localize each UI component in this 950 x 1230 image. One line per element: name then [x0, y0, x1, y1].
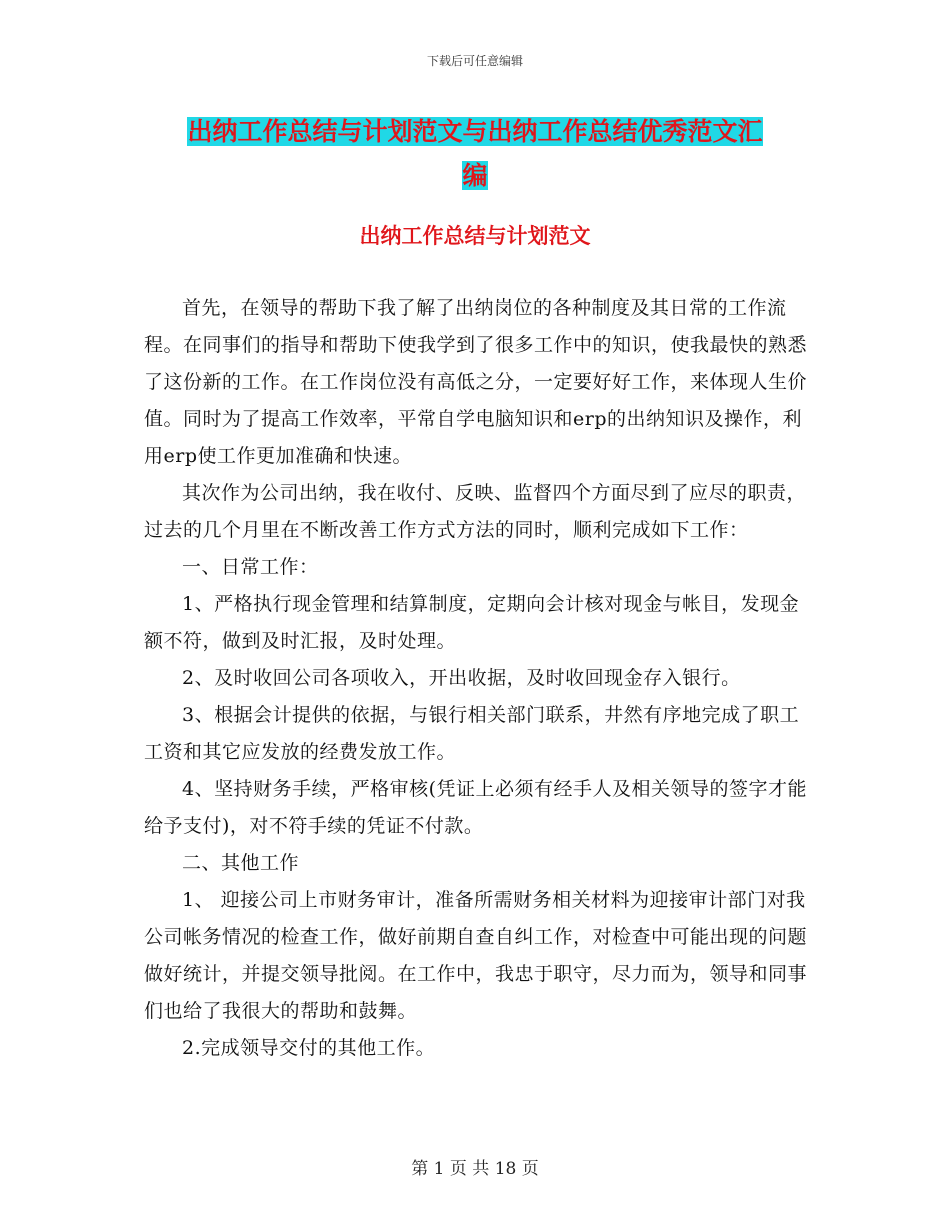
list-item: 1、 迎接公司上市财务审计，准备所需财务相关材料为迎接审计部门对我公司帐务情况的检查工作，做好前期自查自纠工作，对检查中可能出现的问题做好统计，并提交领导批阅。在工作中，我忠于职守，尽力而为，领导和同事们也给了我很大的帮助和鼓舞。 — [144, 889, 808, 1022]
document-title-line1: 出纳工作总结与计划范文与出纳工作总结优秀范文汇 — [187, 117, 763, 146]
list-item: 3、根据会计提供的依据，与银行相关部门联系，井然有序地完成了职工工资和其它应发放的经费发放工作。 — [144, 704, 800, 763]
document-title — [140, 110, 810, 198]
page-number: 第 1 页 共 18 页 — [411, 1159, 539, 1179]
paragraph-duties: 其次作为公司出纳，我在收付、反映、监督四个方面尽到了应尽的职责，过去的几个月里在不断改善工作方式方法的同时，顺利完成如下工作： — [144, 482, 807, 541]
paragraph-intro: 首先，在领导的帮助下我了解了出纳岗位的各种制度及其日常的工作流程。在同事们的指导和帮助下使我学到了很多工作中的知识，使我最快的熟悉了这份新的工作。在工作岗位没有高低之分，一定要好好工作，来体现人生价值。同时为了提高工作效率，平常自学电脑知识和erp的出纳知识及操作，利用erp使工作更加准确和快速。 — [144, 297, 808, 467]
section-title: 出纳工作总结与计划范文 — [359, 224, 591, 248]
header-note: 下载后可任意编辑 — [426, 54, 523, 68]
list-item: 2.完成领导交付的其他工作。 — [182, 1037, 436, 1059]
list-item: 4、坚持财务手续，严格审核(凭证上必须有经手人及相关领导的签字才能给予支付)，对不符手续的凭证不付款。 — [144, 778, 808, 837]
list-item: 1、严格执行现金管理和结算制度，定期向会计核对现金与帐目，发现金额不符，做到及时汇报，及时处理。 — [144, 593, 800, 652]
heading-other-work: 二、其他工作 — [182, 852, 300, 874]
list-item: 2、及时收回公司各项收入，开出收据，及时收回现金存入银行。 — [182, 667, 741, 689]
document-body — [144, 290, 808, 1067]
document-title-line2: 编 — [462, 161, 488, 190]
heading-daily-work: 一、日常工作： — [182, 556, 319, 578]
